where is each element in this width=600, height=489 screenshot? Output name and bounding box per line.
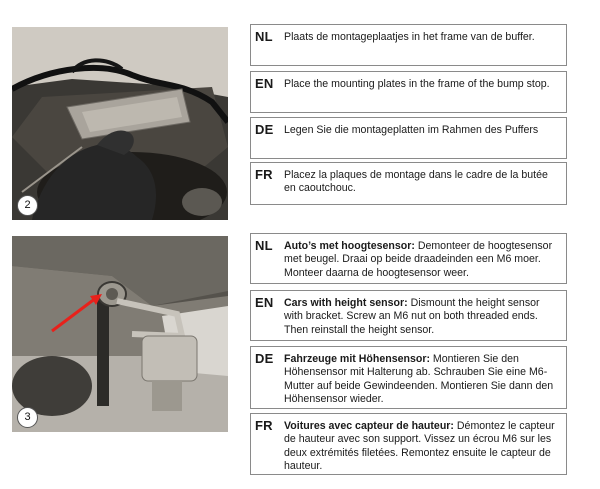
instruction-body: Démontez le capteur de hauteur avec son support. Vissez un écrou M6 sur les deux extrémités filetées. Remontez ensuite le capteur de hauteur. <box>284 420 555 473</box>
instruction-fr-step-2 <box>250 162 567 205</box>
language-code: FR <box>255 418 273 433</box>
instruction-text <box>284 297 560 337</box>
step-3-photo <box>12 236 228 432</box>
instruction-text: Legen Sie die montageplatten im Rahmen des Puffers <box>284 124 539 136</box>
step-2-photo <box>12 27 228 220</box>
instruction-de-step-3 <box>250 346 567 409</box>
height-sensor-photo <box>12 236 228 432</box>
instruction-heading: Cars with height sensor: <box>284 297 408 309</box>
instruction-text <box>284 353 560 407</box>
language-code: DE <box>255 122 274 137</box>
language-code: EN <box>255 295 274 310</box>
step-number-badge: 2 <box>17 195 38 216</box>
instruction-nl-step-2 <box>250 24 567 66</box>
language-code: NL <box>255 29 273 44</box>
instruction-text: Place the mounting plates in the frame of the bump stop. <box>284 78 550 90</box>
instruction-text <box>284 240 560 280</box>
instruction-heading: Voitures avec capteur de hauteur: <box>284 420 454 432</box>
instruction-text: Plaats de montageplaatjes in het frame van de buffer. <box>284 31 535 43</box>
instruction-body: Dismount the height sensor with bracket. Screw an M6 nut on both threaded ends. Then reinstall the height sensor. <box>284 297 540 336</box>
instruction-body: Montieren Sie den Höhensensor mit Halterung ab. Schrauben Sie eine M6-Mutter auf beide Gewindeenden. Montieren Sie dann den Höhensensor wieder. <box>284 353 554 406</box>
instruction-body: Demonteer de hoogtesensor met beugel. Draai op beide draadeinden een M6 moer. Monteer daarna de hoogtesensor weer. <box>284 240 553 279</box>
instruction-en-step-3 <box>250 290 567 341</box>
language-code: NL <box>255 238 273 253</box>
instruction-de-step-2 <box>250 117 567 159</box>
step-number-badge: 3 <box>17 407 38 428</box>
language-code: DE <box>255 351 274 366</box>
instruction-heading: Fahrzeuge mit Höhensensor: <box>284 353 430 365</box>
instruction-text: Placez la plaques de montage dans le cadre de la butée en caoutchouc. <box>284 169 548 195</box>
language-code: FR <box>255 167 273 182</box>
language-code: EN <box>255 76 274 91</box>
instruction-fr-step-3 <box>250 413 567 475</box>
instruction-nl-step-3 <box>250 233 567 284</box>
instruction-heading: Auto’s met hoogtesensor: <box>284 240 415 252</box>
mounting-plate-photo <box>12 27 228 220</box>
instruction-en-step-2 <box>250 71 567 113</box>
instruction-text <box>284 420 560 474</box>
